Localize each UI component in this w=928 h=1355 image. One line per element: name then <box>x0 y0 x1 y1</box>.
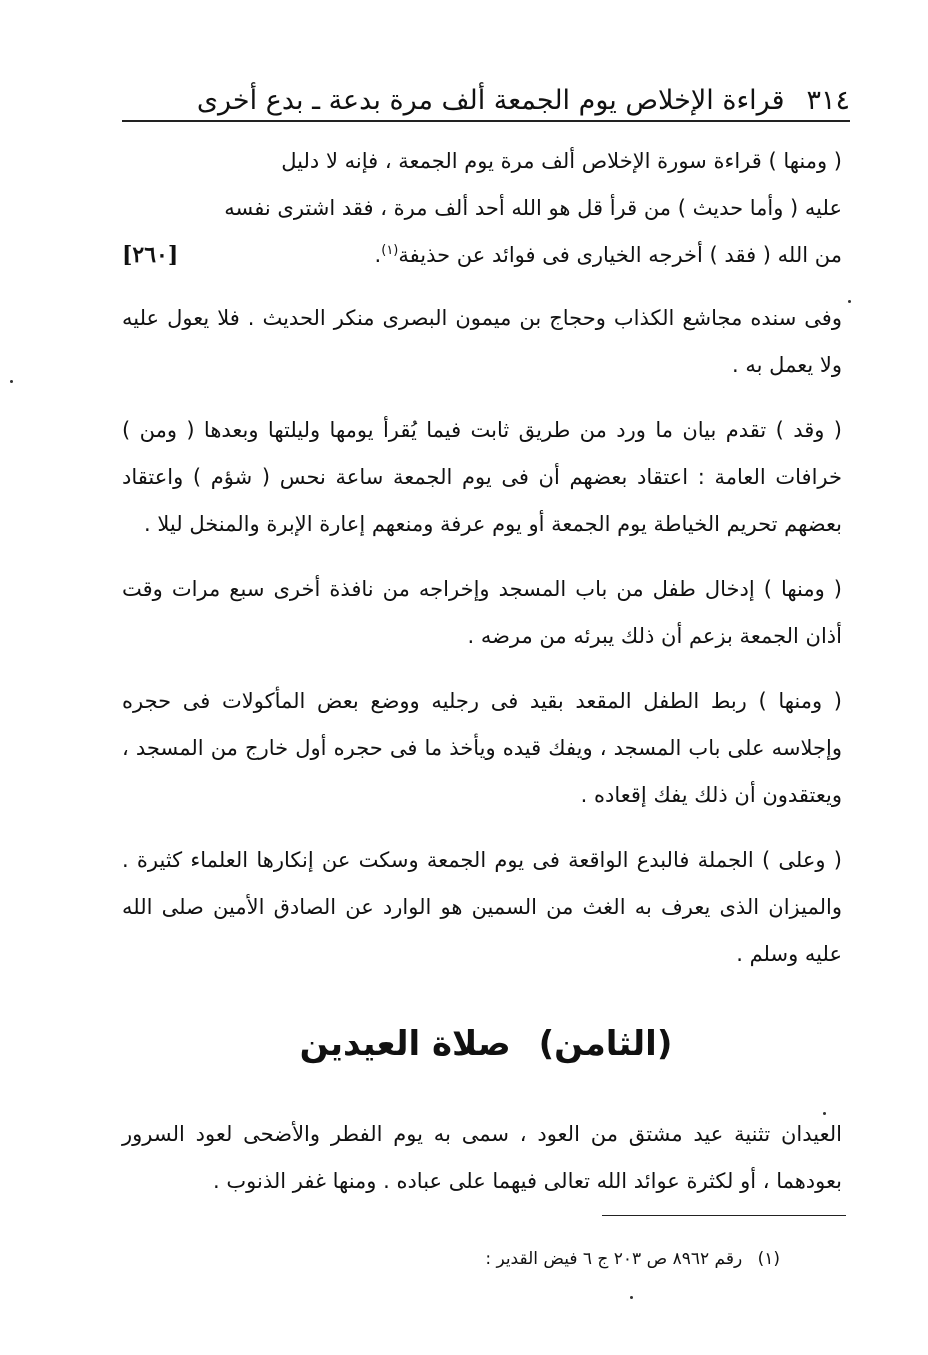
section-paragraph: العيدان تثنية عيد مشتق من العود ، سمى به يوم الفطر والأضحى لعود السرور بعودهما ، أو لكثرة عوائد الله تعالى فيهما على عباده . ومنها غفر الذنوب . <box>122 1122 842 1193</box>
hadith-source-text: من الله ( فقد ) أخرجه الخيارى فى فوائد عن حذيفة <box>398 243 842 267</box>
paragraph-1-line-2: عليه ( وأما حديث ) من قرأ قل هو الله أحد ألف مرة ، فقد اشترى نفسه <box>224 196 842 220</box>
running-title: قراءة الإخلاص يوم الجمعة ألف مرة بدعة ـ بدع أخرى <box>196 85 785 116</box>
paragraph-1-line-3-text <box>375 232 842 279</box>
sentence-end: . <box>374 243 382 267</box>
section-number: (الثامن) <box>538 1024 673 1064</box>
section-heading <box>122 1016 850 1072</box>
paragraph-1 <box>122 138 842 279</box>
scan-speck <box>848 300 851 303</box>
paragraph-1-line-3 <box>122 232 842 279</box>
scan-speck <box>823 1112 826 1115</box>
page-number: ٣١٤ <box>806 85 850 116</box>
footnote-reference: (١) <box>381 243 399 258</box>
paragraph-4: ( ومنها ) إدخال طفل من باب المسجد وإخراجه من نافذة أخرى سبع مرات وقت أذان الجمعة بزعم أن ذلك يبرئه من مرضه . <box>122 577 842 648</box>
header-rule <box>122 120 850 122</box>
paragraph-1-line-1: ( ومنها ) قراءة سورة الإخلاص ألف مرة يوم الجمعة ، فإنه لا دليل <box>281 149 842 173</box>
paragraph-3: ( وقد ) تقدم بيان ما ورد من طريق ثابت فيما يُقرأ يومها وليلتها وبعدها ( ومن ) خرافات العامة : اعتقاد بعضهم أن فى يوم الجمعة ساعة نحس ( شؤم ) واعتقاد بعضهم تحريم الخياطة يوم الجمعة أو يوم عرفة ومنعهم إعارة الإبرة والمنخل ليلا . <box>122 418 842 536</box>
running-header <box>122 66 850 114</box>
paragraph-2: وفى سنده مجاشع الكذاب وحجاج بن ميمون البصرى منكر الحديث . فلا يعول عليه ولا يعمل به . <box>122 306 842 377</box>
scan-speck <box>630 1296 633 1299</box>
paragraph-6: ( وعلى ) الجملة فالبدع الواقعة فى يوم الجمعة وسكت عن إنكارها العلماء كثيرة . والميزان الذى يعرف به الغث من السمين هو الوارد عن الصادق الأمين صلى الله عليه وسلم . <box>122 848 842 966</box>
paragraph-5: ( ومنها ) ربط الطفل المقعد بقيد فى رجليه ووضع بعض المأكولات فى حجره وإجلاسه على باب المسجد ، ويفك قيده ويأخذ ما فى حجره أول خارج من المسجد ، ويعتقدون أن ذلك يفك إقعاده . <box>122 689 842 807</box>
section-title: صلاة العيدين <box>299 1024 511 1064</box>
footnote-rule <box>602 1215 846 1216</box>
footnote-text: رقم ٨٩٦٢ ص ٢٠٣ ج ٦ فيض القدير : <box>485 1249 743 1269</box>
footnote-mark: (١) <box>757 1249 780 1269</box>
scan-speck <box>10 380 13 383</box>
footnote <box>360 1244 780 1274</box>
hadith-number: [٢٦٠] <box>122 242 179 268</box>
main-text <box>122 138 842 996</box>
